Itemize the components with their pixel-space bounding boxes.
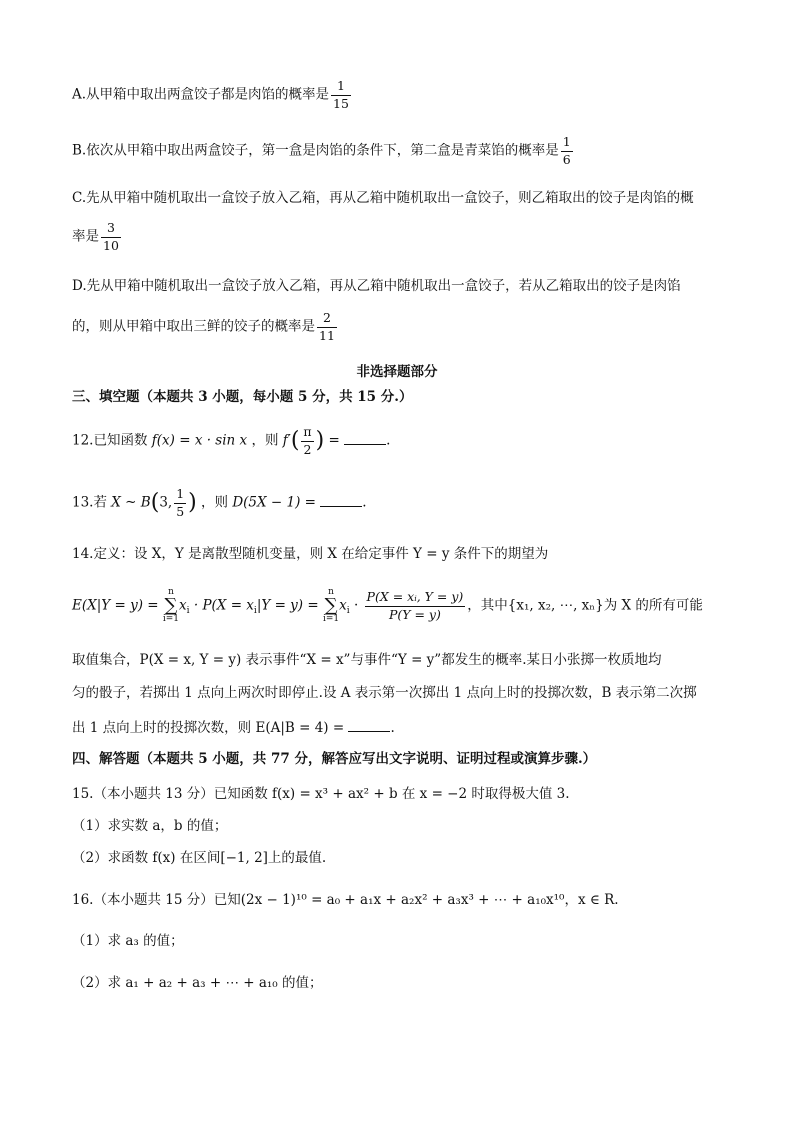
q14-fraction: $\frac{\text{P(X = xᵢ, Y = y)}}{P(Y = y)}$	[366, 589, 464, 622]
option-a	[72, 80, 353, 110]
q12-fraction: $\frac{\pi}{2}$	[303, 424, 312, 457]
question-15-part-2: （2）求函数 f(x) 在区间[−1, 2]上的最值.	[72, 850, 327, 866]
option-b	[72, 136, 575, 166]
option-c-fraction: $\frac{3}{10}$	[103, 220, 119, 253]
option-d-line1: D.先从甲箱中随机取出一盒饺子放入乙箱，再从乙箱中随机取出一盒饺子，若从乙箱取出的饺子是肉馅	[72, 278, 681, 294]
question-14-line5: 出 1 点向上时的投掷次数，则 E(A|B = 4) = .	[72, 720, 395, 736]
option-d-fraction: $\frac{2}{11}$	[319, 310, 335, 343]
q14-answer-blank	[348, 719, 390, 732]
section-3-heading: 三、填空题（本题共 3 小题，每小题 5 分，共 15 分.）	[72, 389, 413, 405]
option-d-line2: 的，则从甲箱中取出三鲜的饺子的概率是 $\frac{2}{11}$	[72, 310, 335, 343]
option-b-text: B.依次从甲箱中取出两盒饺子，第一盒是肉馅的条件下，第二盒是青菜馅的概率是	[72, 142, 559, 159]
question-14-formula: E(X|Y = y) = n ∑ i=1 $x_i \cdot P(X = x_i|Y = y)$ = n ∑ i=1 $x_i$ · $\frac{\text{P(X = xᵢ, Y = y)}}{P(Y = y)}$ ，其中{x₁, x₂, ⋯, xₙ}为 X 的所有可能	[72, 587, 703, 624]
option-c-line2: 率是 $\frac{3}{10}$	[72, 220, 119, 253]
option-c-line1: C.先从甲箱中随机取出一盒饺子放入乙箱，再从乙箱中随机取出一盒饺子，则乙箱取出的饺子是肉馅的概	[72, 190, 694, 206]
option-a-text: A.从甲箱中取出两盒饺子都是肉馅的概率是	[72, 86, 330, 103]
question-15-stem: 15.（本小题共 13 分）已知函数 f(x) = x³ + ax² + b 在 x = −2 时取得极大值 3.	[72, 786, 570, 802]
sum-sign-2: n ∑ i=1	[322, 587, 340, 624]
option-b-fraction: $\frac{1}{6}$	[562, 134, 571, 167]
section-4-heading: 四、解答题（本题共 5 小题，共 77 分，解答应写出文字说明、证明过程或演算步骤.）	[72, 751, 597, 767]
question-14-line3: 取值集合，P(X = x, Y = y) 表示事件“X = x”与事件“Y = y”都发生的概率.某日小张掷一枚质地均	[72, 652, 662, 668]
q12-answer-blank	[344, 432, 386, 445]
question-13: 13.若 X ~ B(3, $\frac{1}{5}$ ) ，则 D(5X − 1) = .	[72, 486, 367, 519]
question-14-line1: 14.定义：设 X，Y 是离散型随机变量，则 X 在给定事件 Y = y 条件下的期望为	[72, 546, 549, 562]
question-14-line4: 匀的骰子，若掷出 1 点向上两次时即停止.设 A 表示第一次掷出 1 点向上时的投掷次数，B 表示第二次掷	[72, 685, 697, 701]
question-16-part-2: （2）求 a₁ + a₂ + a₃ + ⋯ + a₁₀ 的值；	[72, 975, 323, 991]
part-title: 非选择题部分	[356, 364, 438, 380]
q13-answer-blank	[320, 494, 362, 507]
sum-sign-1: n ∑ i=1	[162, 587, 180, 624]
question-15-part-1: （1）求实数 a，b 的值；	[72, 818, 228, 834]
q13-fraction: $\frac{1}{5}$	[176, 486, 185, 519]
question-12: 12.已知函数 f(x) = x · sin x ，则 f′( $\frac{\pi}{2}$ ) = .	[72, 424, 391, 457]
option-a-fraction: $\frac{1}{15}$	[333, 78, 349, 111]
question-16-stem: 16.（本小题共 15 分）已知(2x − 1)¹⁰ = a₀ + a₁x + a₂x² + a₃x³ + ⋯ + a₁₀x¹⁰，x ∈ R.	[72, 892, 619, 908]
question-16-part-1: （1）求 a₃ 的值；	[72, 933, 184, 949]
